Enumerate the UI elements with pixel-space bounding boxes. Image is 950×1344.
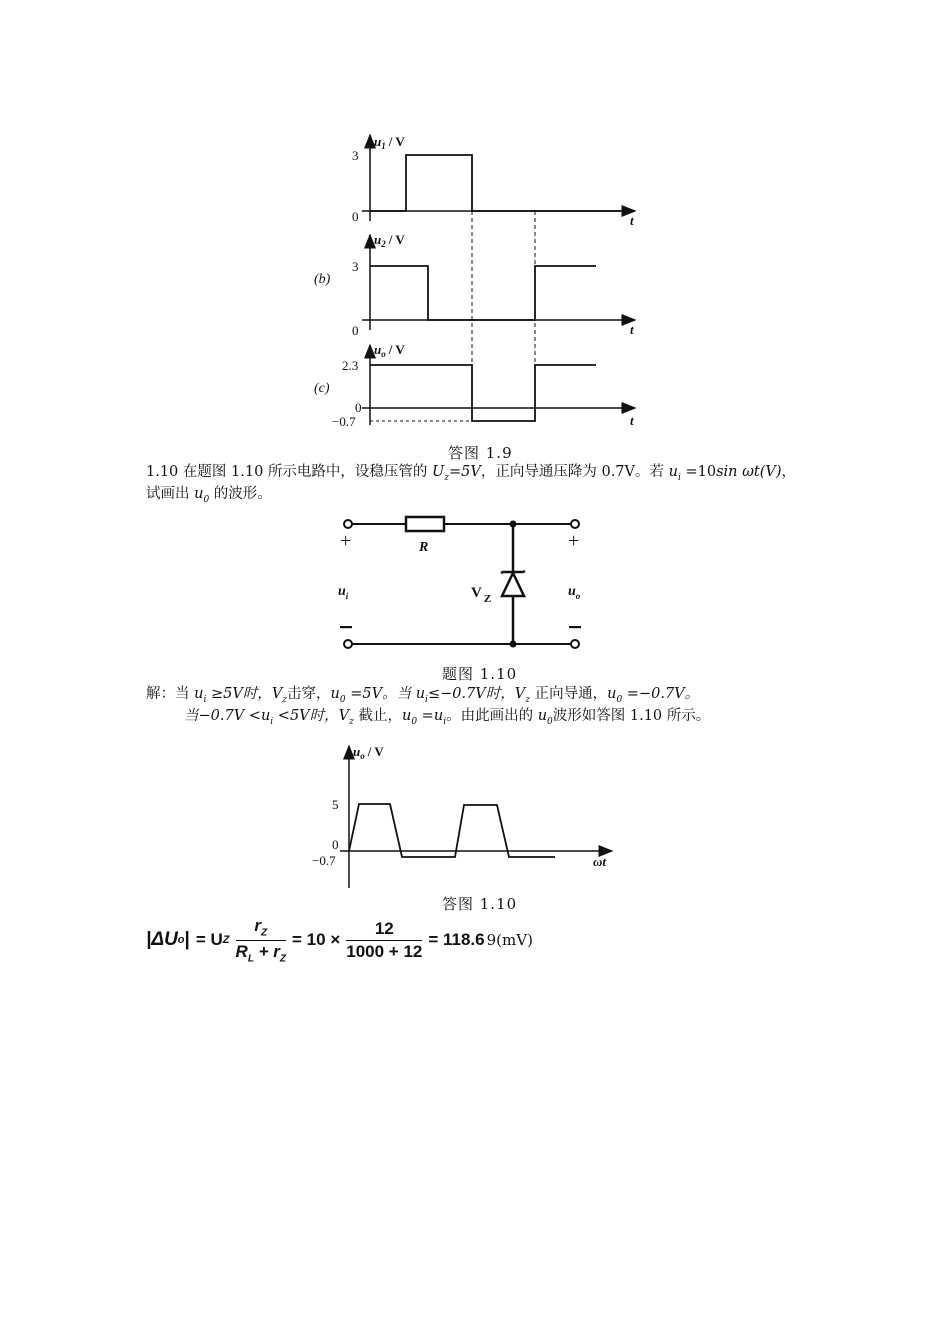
figure-1-9 xyxy=(300,125,660,435)
svg-text:uo/ V: $u_o$ / V xyxy=(374,342,405,359)
caption-fig-1-10: 答图 1.10 xyxy=(442,895,518,913)
minus-right xyxy=(569,626,581,628)
problem-line-1: 1.10 在题图 1.10 所示电路中，设稳压管的 $U_z=5V$，正向导通压降为 0.7V。若 $u_i =10\sin$ ωt(V)， xyxy=(146,464,797,483)
tick-0-b: 0 xyxy=(352,323,359,338)
uo-label-1-10: u xyxy=(353,744,361,759)
label-uo: u xyxy=(568,584,576,599)
tick-3-a: 3 xyxy=(352,148,359,163)
resistor-R xyxy=(406,517,444,531)
fraction-12: $\frac{12}{1000 + 12}$ xyxy=(346,918,423,961)
panel-u2 xyxy=(314,232,635,338)
uo-waveform xyxy=(370,365,596,421)
svg-text:ui: $u_i$ xyxy=(338,584,349,601)
t-label-b: t xyxy=(630,322,634,337)
u2-waveform xyxy=(370,266,596,320)
minus-left xyxy=(340,626,352,628)
svg-text:u1/ V: $u_1$ / V xyxy=(374,134,405,151)
uo-label: u xyxy=(374,342,382,357)
fraction-rz: $\frac{r_Z}{R_L + r_Z}$ xyxy=(235,916,287,964)
u2-label: u xyxy=(374,232,382,247)
tick-5: 5 xyxy=(332,797,339,812)
caption-fig-1-9: 答图 1.9 xyxy=(448,444,513,462)
tick-3-b: 3 xyxy=(352,259,359,274)
figure-1-10 xyxy=(300,738,630,898)
svg-text:VZ: V $_Z$ xyxy=(471,585,492,605)
label-ui: u xyxy=(338,584,346,599)
panel-c-label: (c) xyxy=(314,381,330,396)
svg-text:u2/ V: $u_2$ / V xyxy=(374,232,405,249)
solution-line-2: 当$-0.7V <u_i <5V$时，$V_z$ 截止，$u_0 =u_i$。由此画出的 $u_0$波形如答图 1.10 所示。 xyxy=(184,708,711,727)
problem-line-2: 试画出 $u_0$ 的波形。 xyxy=(146,486,272,505)
svg-text:uo: $u_o$ xyxy=(568,584,581,601)
svg-text:uo/ V: $u_o$ / V xyxy=(353,744,384,761)
formula-delta-uo: |ΔU o | = U Z $\frac{r_Z}{R_L + r_Z}$ = 10 × $\frac{12}{1000 + 12}$ = 118.6 9(mV) xyxy=(146,916,533,964)
tick-neg-0-7: −0.7 xyxy=(332,414,356,429)
tick-neg-0-7-b: −0.7 xyxy=(312,853,336,868)
t-label-a: t xyxy=(630,213,634,228)
u1-label: u xyxy=(374,134,382,149)
tick-0-a: 0 xyxy=(352,209,359,224)
solution-line-1: 解：当 $u_i \ge 5V$时，$V_z$击穿，$u_0 =5V$。当 $u_i\le-0.7V$时，$V_z$ 正向导通，$u_0 =-0.7V$。 xyxy=(146,686,700,705)
omega-t-label: ωt xyxy=(593,854,607,869)
tick-2-3: 2.3 xyxy=(342,358,359,373)
tick-0: 0 xyxy=(332,837,339,852)
uo-clipped-waveform xyxy=(349,804,555,857)
panel-uo xyxy=(314,342,635,429)
label-Vz: V xyxy=(471,585,482,601)
plus-left: + xyxy=(340,530,352,552)
panel-u1 xyxy=(352,134,635,228)
panel-b-label: (b) xyxy=(314,272,331,287)
tick-0-c: 0 xyxy=(355,400,362,415)
label-R: R xyxy=(419,540,429,555)
zener-diode xyxy=(501,571,525,596)
t-label-c: t xyxy=(630,413,634,428)
caption-circuit-1-10: 题图 1.10 xyxy=(442,665,518,683)
plus-right: + xyxy=(568,530,580,552)
circuit-1-10 xyxy=(330,510,600,660)
u1-waveform xyxy=(370,155,630,211)
